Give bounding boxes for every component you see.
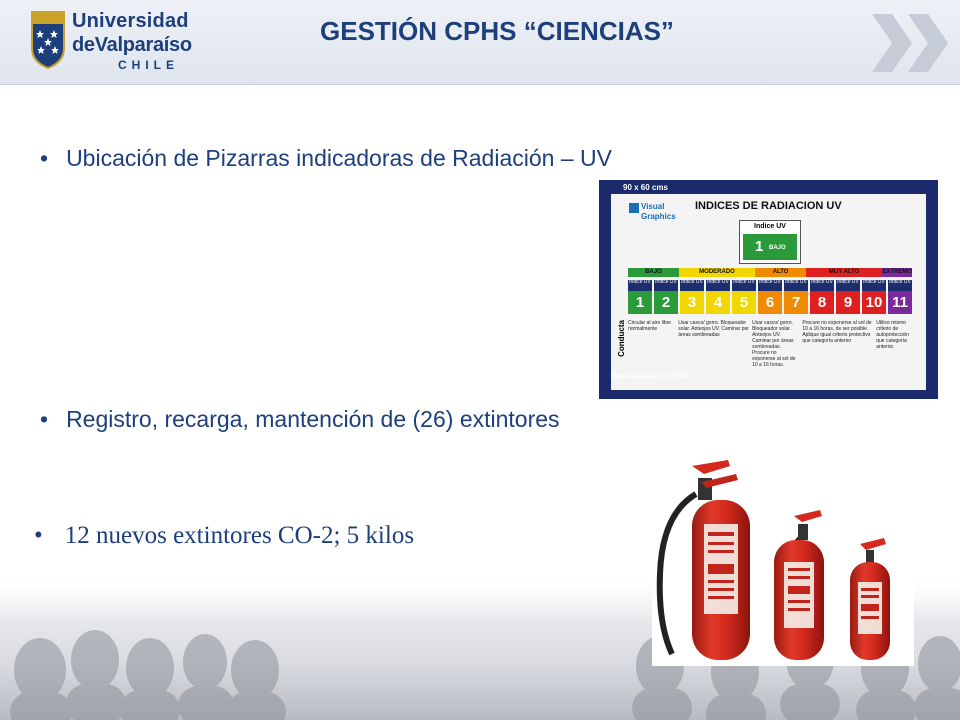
bullet-marker: •: [40, 406, 49, 432]
conducta-column: Usar casco/ gorro. Bloqueador solar. Anteojos UV. Caminar por áreas sombreadas: [678, 320, 749, 338]
uv-index-cell-label: Indice UV: [888, 280, 912, 291]
uv-index-cell-value: 4: [706, 291, 730, 314]
bullet-uv-boards: [40, 145, 612, 172]
bullet-extintores: [40, 406, 560, 433]
logo-line-1: Universidad: [72, 10, 189, 32]
brand-line-1: Visual: [641, 202, 665, 211]
fire-extinguishers-illustration: [652, 454, 914, 666]
uv-index-cell: [758, 280, 782, 314]
uv-index-cell-label: Indice UV: [654, 280, 678, 291]
uv-index-cell-label: Indice UV: [706, 280, 730, 291]
uv-index-cell-label: Indice UV: [628, 280, 652, 291]
uv-category-moderado: MODERADO: [679, 268, 755, 277]
uv-index-cell-value: 5: [732, 291, 756, 314]
conducta-column: Usar casco/ gorro. Bloqueador solar. Anteojos UV. Caminar por áreas sombreadas. Procure no exponerse al sol de 10 a 16 horas.: [752, 320, 796, 368]
current-index-value-box: [743, 234, 797, 260]
double-chevron-icon: [868, 10, 954, 76]
bullet-text: Ubicación de Pizarras indicadoras de Radiación – UV: [66, 145, 612, 171]
uv-category-bajo: BAJO: [628, 268, 679, 277]
current-index-label: Indice UV: [754, 223, 786, 230]
uv-index-cell-label: Indice UV: [836, 280, 860, 291]
current-index-box: [739, 220, 801, 264]
uv-index-cell: [888, 280, 912, 314]
uv-index-cell-label: Indice UV: [810, 280, 834, 291]
current-index-level: BAJO: [769, 245, 786, 251]
bullet-nuevos-extintores: [34, 522, 414, 550]
uv-index-cell-value: 7: [784, 291, 808, 314]
index-number-row: [628, 280, 912, 314]
uv-index-cell: [680, 280, 704, 314]
uv-index-cell-label: Indice UV: [680, 280, 704, 291]
uv-index-cell: [628, 280, 652, 314]
uv-category-muy-alto: MUY ALTO: [806, 268, 882, 277]
uv-category-alto: ALTO: [755, 268, 806, 277]
uv-index-cell-value: 8: [810, 291, 834, 314]
uv-index-cell-value: 1: [628, 291, 652, 314]
conducta-column: Utilice mismo criterio de autoprotección que categoría anterior.: [876, 320, 909, 350]
university-logo: [30, 8, 192, 74]
bullet-text: Registro, recarga, mantención de (26) extintores: [66, 406, 560, 432]
uv-index-cell-value: 6: [758, 291, 782, 314]
uv-category-extremo: EXTREMO: [882, 269, 912, 275]
logo-line-3: CHILE: [118, 58, 179, 72]
board-size-label: 90 x 60 cms: [623, 183, 668, 192]
current-index-value: 1: [755, 238, 764, 255]
conducta-column: Circular al aire libre normalmente: [628, 320, 672, 332]
header-band: [0, 0, 960, 85]
bullet-marker: •: [34, 522, 43, 549]
uv-index-cell-value: 2: [654, 291, 678, 314]
uv-index-cell-label: Indice UV: [784, 280, 808, 291]
uv-index-cell: [862, 280, 886, 314]
bullet-marker: •: [40, 145, 49, 171]
brand-square-icon: [629, 203, 639, 213]
board-title: INDICES DE RADIACION UV: [695, 200, 842, 212]
conducta-label: Conducta: [617, 320, 626, 357]
uv-index-cell: [732, 280, 756, 314]
uv-index-cell: [784, 280, 808, 314]
uv-index-cell: [706, 280, 730, 314]
conducta-column: Procure no exponerse al sol de 10 a 16 horas, de ser posible. Aplique igual criterio protectivo que categoría anterior: [802, 320, 872, 344]
uv-index-cell-value: 10: [862, 291, 886, 314]
brand-line-2: Graphics: [641, 212, 676, 221]
category-bar: [628, 268, 912, 277]
page-title: GESTIÓN CPHS “CIENCIAS”: [320, 16, 674, 46]
shield-icon: [30, 8, 66, 70]
conducta-columns: [628, 320, 912, 368]
uv-index-board-image: [599, 180, 938, 399]
visual-graphics-logo: [629, 203, 676, 221]
uv-index-cell-label: Indice UV: [862, 280, 886, 291]
uv-index-cell: [654, 280, 678, 314]
bullet-text: 12 nuevos extintores CO-2; 5 kilos: [64, 522, 415, 549]
uv-index-cell: [836, 280, 860, 314]
fire-extinguishers-image: [652, 454, 914, 666]
uv-index-cell-value: 3: [680, 291, 704, 314]
board-panel: [611, 194, 926, 390]
uv-index-cell-label: Indice UV: [758, 280, 782, 291]
board-footer: Derecho a saber (D.S Nº 40): [611, 374, 690, 380]
uv-index-cell: [810, 280, 834, 314]
logo-line-2: deValparaíso: [72, 34, 192, 56]
uv-index-cell-value: 11: [888, 291, 912, 314]
uv-index-cell-value: 9: [836, 291, 860, 314]
uv-index-cell-label: Indice UV: [732, 280, 756, 291]
